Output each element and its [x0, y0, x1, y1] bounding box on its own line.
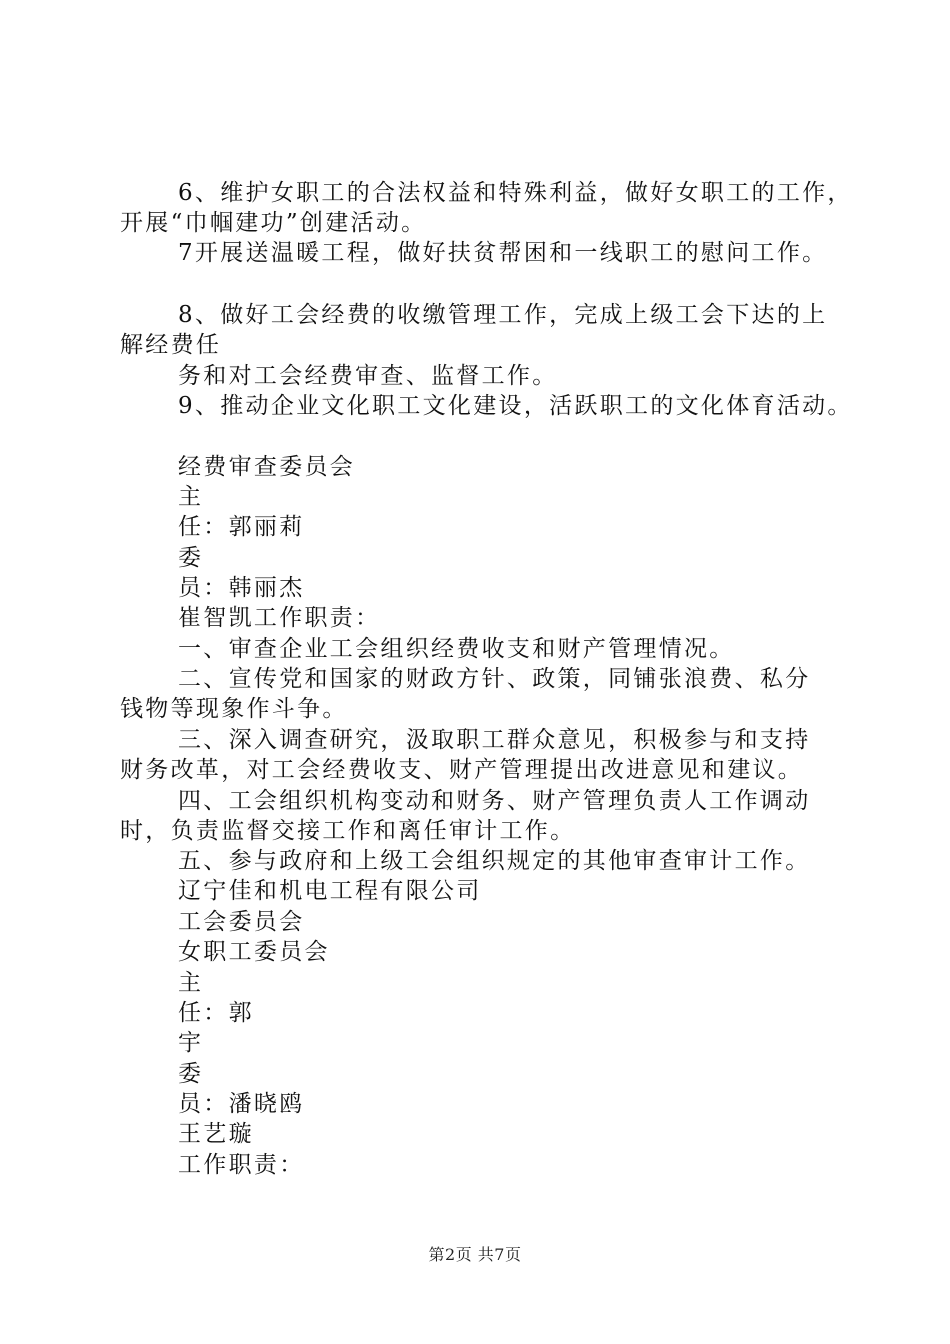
- paragraph-line: 三、深入调查研究，汲取职工群众意见，积极参与和支持: [178, 727, 811, 753]
- paragraph-line: 宇: [178, 1030, 204, 1056]
- paragraph-line: 务和对工会经费审查、监督工作。: [178, 363, 558, 389]
- section-heading: 女职工委员会: [178, 939, 330, 965]
- section-heading: 经费审查委员会: [178, 454, 356, 480]
- paragraph-line: 财务改革，对工会经费收支、财产管理提出改进意见和建议。: [120, 757, 804, 783]
- paragraph-line: 6、维护女职工的合法权益和特殊利益，做好女职工的工作，: [178, 180, 853, 206]
- paragraph-line: 主: [178, 484, 204, 510]
- company-name: 辽宁佳和机电工程有限公司: [178, 878, 482, 904]
- paragraph-line: 钱物等现象作斗争。: [120, 696, 348, 722]
- paragraph-line: 五、参与政府和上级工会组织规定的其他审查审计工作。: [178, 848, 811, 874]
- paragraph-line: 开展“巾帼建功”创建活动。: [120, 210, 427, 236]
- paragraph-line: 一、审查企业工会组织经费收支和财产管理情况。: [178, 636, 735, 662]
- paragraph-line: 委: [178, 1061, 204, 1087]
- paragraph-line: 四、工会组织机构变动和财务、财产管理负责人工作调动: [178, 788, 811, 814]
- paragraph-line: 员：韩丽杰: [178, 575, 305, 601]
- paragraph-line: 任：郭丽莉: [178, 514, 305, 540]
- paragraph-line: 主: [178, 970, 204, 996]
- paragraph-line: 任：郭: [178, 1000, 254, 1026]
- paragraph-line: 二、宣传党和国家的财政方针、政策，同铺张浪费、私分: [178, 666, 811, 692]
- paragraph-line: 员：潘晓鸥: [178, 1091, 305, 1117]
- paragraph-line: 王艺璇: [178, 1121, 254, 1147]
- paragraph-line: 8、做好工会经费的收缴管理工作，完成上级工会下达的上: [178, 302, 828, 328]
- paragraph-line: 9、推动企业文化职工文化建设，活跃职工的文化体育活动。: [178, 393, 853, 419]
- section-heading: 工会委员会: [178, 909, 305, 935]
- page-footer: 第2页 共7页: [428, 1245, 522, 1264]
- paragraph-line: 委: [178, 545, 204, 571]
- paragraph-line: 7开展送温暖工程，做好扶贫帮困和一线职工的慰问工作。: [178, 240, 828, 266]
- paragraph-line: 解经费任: [120, 332, 222, 358]
- paragraph-line: 时，负责监督交接工作和离任审计工作。: [120, 818, 576, 844]
- paragraph-line: 崔智凯工作职责：: [178, 605, 381, 631]
- paragraph-line: 工作职责：: [178, 1152, 305, 1178]
